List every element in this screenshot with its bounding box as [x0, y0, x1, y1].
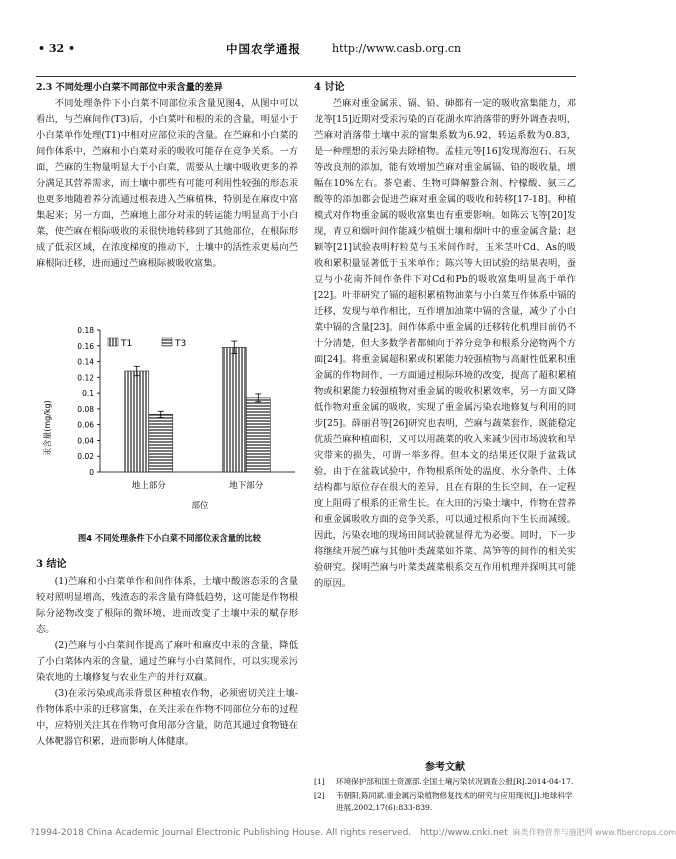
references-title: 参考文献 — [425, 762, 465, 773]
section-3-title: 3 结论 — [36, 559, 67, 570]
left-column — [36, 80, 298, 272]
y-tick-label: 0.16 — [77, 341, 94, 351]
x-category-label: 地下部分 — [229, 481, 264, 491]
figure-4-chart — [40, 318, 302, 528]
conclusion-3: (3)在汞污染或高汞背景区种植农作物，必须密切关注土壤-作物体系中汞的迁移富集，在关注汞在作物不同部位分布的过程中，应特别关注其在作物可食用部分含量，防范其通过食物链在人体靶器官积累，进而影响人体健康。 — [36, 688, 298, 747]
x-category-label: 地上部分 — [131, 481, 166, 491]
reference-item — [314, 776, 576, 788]
x-axis-label: 部位 — [191, 501, 209, 511]
legend-swatch-t3 — [162, 338, 172, 346]
bar-t1 — [125, 371, 149, 472]
y-tick-label: 0.1 — [82, 389, 94, 399]
bar-t3 — [149, 414, 173, 472]
page-footer — [30, 827, 676, 838]
header-rule — [36, 76, 576, 77]
page-header — [36, 40, 576, 58]
y-tick-label: 0 — [89, 468, 94, 477]
y-tick-label: 0.06 — [77, 420, 94, 430]
figure-4-caption: 图4 不同处理条件下小白菜不同部位汞含量的比较 — [78, 533, 261, 543]
y-tick-label: 0.12 — [77, 373, 94, 383]
y-tick-label: 0.08 — [77, 404, 94, 414]
section-2-3-title: 2.3 不同处理小白菜不同部位中汞含量的差异 — [36, 82, 223, 93]
conclusions — [36, 556, 298, 750]
paragraph-2-3: 不同处理条件下小白菜不同部位汞含量见图4，从图中可以看出，与苎麻间作(T3)后，小白菜叶和根的汞的含量，明显小于小白菜单作处理(T1)中相对应部位汞的含量。在苎麻和小白菜的间作体系中，苎麻和小白菜对汞的吸收可能存在竞争关系。一方面，苎麻的生物量明显大于小白菜，需要从土壤中吸收更多的养分满足其营养需求，而土壤中那些有可能可利用性较强的形态汞也更多地随着养分流通过根表进入苎麻植株，特别是在麻皮中富集起来；另一方面，苎麻地上部分对汞的转运能力明显高于小白菜，使苎麻在根际吸收的汞很快地转移到了其他部位，在根际形成了低汞区域，在浓度梯度的推动下，土壤中的活性汞更易向苎麻根际迁移，进而通过苎麻根际被吸收富集。 — [36, 98, 298, 269]
references-list — [314, 776, 576, 814]
reference-item — [314, 790, 576, 814]
y-tick-label: 0.18 — [77, 326, 94, 335]
legend-label-t3: T3 — [175, 339, 187, 349]
bar-t1 — [222, 347, 246, 472]
y-tick-label: 0.14 — [77, 357, 94, 367]
legend-swatch-t1 — [108, 338, 118, 346]
copyright-text: ?1994-2018 China Academic Journal Electronic Publishing House. All rights reserved. — [30, 828, 412, 838]
y-tick-label: 0.02 — [77, 452, 94, 462]
y-tick-label: 0.04 — [77, 436, 94, 446]
reference-number: [2] — [314, 791, 325, 800]
conclusion-1: (1)苎麻和小白菜单作和间作体系，土壤中酸溶态汞的含量较对照明显增高，残渣态的汞含量有降低趋势，这可能是作物根际分泌物改变了根际的微环境，进而改变了土壤中汞的赋存形态。 — [36, 576, 298, 635]
page-number: • 32 • — [38, 42, 76, 55]
y-axis-label: 汞含量(mg/kg) — [43, 400, 52, 456]
cnki-link[interactable]: http://www.cnki.net — [420, 828, 508, 838]
journal-title: 中国农学通报 — [226, 42, 301, 56]
right-column — [314, 80, 576, 592]
discussion-paragraph: 苎麻对重金属汞、镉、铅、砷都有一定的吸收富集能力，邓龙等[15]近期对受汞污染的百花湖水库消落带的野外调查表明，苎麻对消落带土壤中汞的富集系数为6.92，转运系数为0.83，是一种理想的汞污染去除植物。孟桂元等[16]发现海泡石、石灰等改良剂的添加，能有效增加苎麻对重金属镉、铅的吸收量，增幅在10%左右。茶皂素、生物可降解螯合剂、柠檬酸、氨三乙酸等的添加都会促进苎麻对重金属的吸收和转移[17-18]。种植模式对作物重金属的吸收富集也有重要影响。如陈云飞等[20]发现，青豆和烟叶间作能减少植烟土壤和烟叶中的重金属含量；赵颖等[21]试验表明籽粒苋与玉米间作时，玉米茎叶Cd、As的吸收和累积量显著低于玉米单作；陈兴等大田试验的结果表明，蚕豆与小花南芥间作条件下对Cd和Pb的吸收富集明显高于单作[22]。叶菲研究了镉的超积累植物油菜与小白菜互作体系中镉的迁移，发现与单作相比，互作增加油菜中镉的含量，减少了小白菜中镉的含量[23]。间作体系中重金属的迁移转化机理目前仍不十分清楚，但大多数学者都倾向于养分竞争和根系分泌物两个方面[24]。将重金属超积累或积累能力较强植物与高耐性低累积重金属的作物间作，一方面通过根际环境的改变，提高了超积累植物或积累能力较强植物对重金属的吸收积累效率，另一方面又降低作物对重金属的吸收，实现了重金属污染农地修复与利用的同步[25]。薛丽君等[26]研究也表明，苎麻与蔬菜套作，既能稳定优质苎麻种植面积，又可以用蔬菜的收入来减少因市场波软和旱灾带来的损失，可谓一举多得。但本文的结果还仅限于盆栽试验，由于在盆栽试验中，作物根系所处的温度、水分条件、土体结构都与原位存在很大的差异，且在有限的生长空间，在一定程度上阻碍了根系的正常生长。在大田的污染土壤中，作物在营养和重金属吸收方面的竞争关系，可以通过根系向下生长而减缓。因此，污染农地的现场田间试验就显得尤为必要。同时，下一步将继续开展苎麻与其他叶类蔬菜如芥菜、莴笋等的间作的相关实验研究。探明苎麻与叶菜类蔬菜根系交互作用机理并探明其可能的原因。 — [314, 98, 576, 589]
conclusion-2: (2)苎麻与小白菜间作提高了麻叶和麻皮中汞的含量，降低了小白菜体内汞的含量，通过苎麻与小白菜间作，可以实现汞污染农地的土壤修复与农业生产的并行双赢。 — [36, 640, 298, 683]
watermark-text: 麻类作物营养与施肥网 www.fibercrops.com — [512, 828, 676, 837]
legend-label-t1: T1 — [121, 339, 133, 349]
section-4-title: 4 讨论 — [314, 82, 345, 93]
reference-text: 韦朝阳,陈同斌.重金属污染植物修复技术的研究与应用现状[J].地球科学进展,2002,17(6):833-839. — [336, 791, 573, 812]
bar-t3 — [246, 398, 270, 472]
reference-text: 环境保护部和国土资源部.全国土壤污染状况调查公报[R].2014-04-17. — [336, 777, 574, 786]
journal-url[interactable]: http://www.casb.org.cn — [332, 42, 462, 55]
reference-number: [1] — [314, 777, 325, 786]
